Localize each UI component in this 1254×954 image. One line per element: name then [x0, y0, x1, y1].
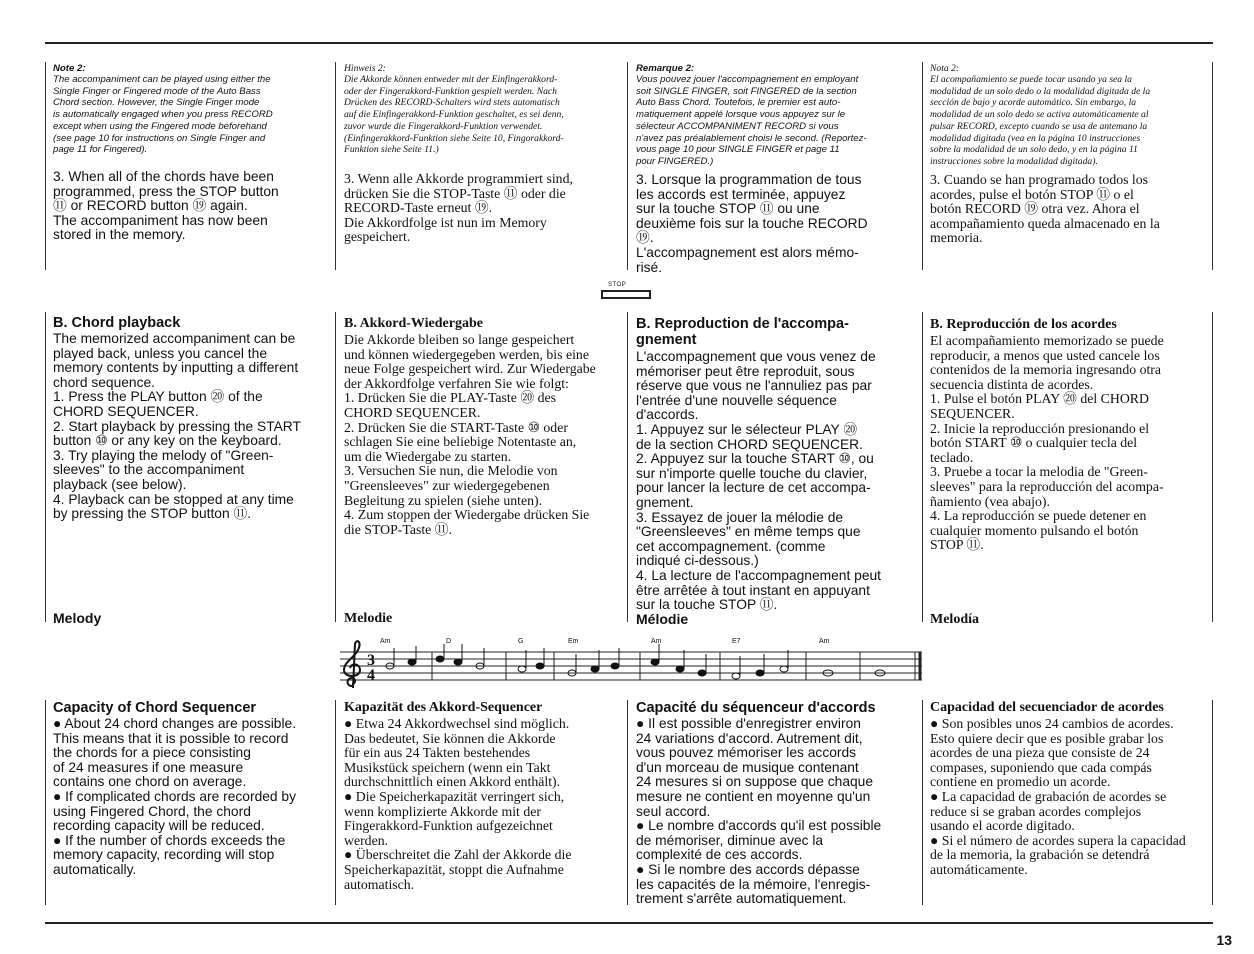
col-sep-1-mid [335, 312, 336, 622]
section-title: B. Reproducción de los acordes [930, 317, 1117, 332]
chord-label: Am [651, 638, 662, 645]
col-sep-left [45, 62, 46, 270]
chord-label: E7 [732, 638, 741, 645]
step-3: 3. Wenn alle Akkorde programmiert sind, drücken Sie die STOP-Taste ⑪ oder die RECORD-Taste erneut ⑲. Die Akkordfolge ist nun im Memory gespeichert. [344, 171, 573, 245]
top-rule [45, 42, 1213, 44]
col-sep-2-mid [627, 312, 628, 622]
section-body: L'accompagnement que vous venez de mémoriser peut être reproduit, sous réserve que vous ne l'annuliez pas par l'entrée d'une nouvelle séquence d'accords. 1. Appuyez sur le sélecteur PLAY ⑳ de la section CHORD SEQUENCER. 2. Appuyez sur la touche START ⑩, ou sur n'importe quelle touche du clavier, pour lancer la lecture de cet accompa- gnement. 3. Essayez de jouer la mélodie de "Greensleeves" en même temps que cet accompagnement. (comme indiqué ci-dessous.) 4. La lecture de l'accompagnement peut être arrêtée à tout instant en appuyant sur la touche STOP ⑪. [636, 349, 882, 613]
col-sep-2 [627, 62, 628, 270]
note-title: Hinweis 2: [344, 63, 386, 74]
col-sep-left-low [45, 700, 46, 905]
chord-label: G [518, 638, 524, 645]
col-sep-right-mid [1212, 312, 1213, 622]
chord-labels [380, 638, 830, 645]
note-title: Nota 2: [930, 63, 960, 74]
capacity-body: ● Son posibles unos 24 cambios de acordes. Esto quiere decir que es posible grabar los acordes de una pieza que consiste de 24 compases, suponiendo que cada compás contiene en promedio un acorde. ● La capacidad de grabación de acordes se reduce si se graban acordes complejos usando el acorde digitado. ● Si el número de acordes supera la capacidad de la memoria, la grabación se detendrá automáticamente. [930, 716, 1186, 877]
melody-label: Mélodie [636, 611, 689, 627]
capacity-body: ● Il est possible d'enregistrer environ 24 variations d'accord. Autrement dit, vous pouvez mémoriser les accords d'un morceau de musique contenant 24 mesures si on suppose que chaque mesure ne contient en moyenne qu'un seul accord. ● Le nombre d'accords qu'il est possible de mémoriser, diminue avec la complexité de ces accords. ● Si le nombre des accords dépasse les capacités de la mémoire, l'enregis- trement s'arrête automatiquement. [636, 716, 882, 907]
note-body: El acompañamiento se puede tocar usando ya sea la modalidad de un solo dedo o la modalidad digitada de la sección de bajo y acorde automático. Sin embargo, la modalidad de un solo dedo se activa automáticamente al pulsar RECORD, excepto cuando se usa de antemano la modalidad digitada (vea en la página 10 instrucciones sobre la modalidad de un solo dedo, y en la página 11 instrucciones sobre la modalidad digitada). [930, 74, 1151, 167]
time-signature-bottom: 4 [367, 667, 375, 684]
section-title: B. Akkord-Wiedergabe [344, 316, 483, 331]
bottom-rule [45, 922, 1213, 924]
section-body: Die Akkorde bleiben so lange gespeichert und können wiedergegeben werden, bis eine neue Folge gespeichert wird. Zur Wiedergabe der Akkordfolge verfahren Sie wie folgt: 1. Drücken Sie die PLAY-Taste ⑳ des CHORD SEQUENCER. 2. Drücken Sie die START-Taste ⑩ oder schlagen Sie eine beliebige Notentaste an, um die Wiedergabe zu starten. 3. Versuchen Sie nun, die Melodie von "Greensleeves" zur wiedergegebenen Begleitung zu spielen (siehe unten). 4. Zum stoppen der Wiedergabe drücken Sie die STOP-Taste ⑪. [344, 332, 596, 537]
capacity-title: Capacity of Chord Sequencer [53, 700, 257, 716]
col-sep-right [1212, 62, 1213, 270]
col-sep-1 [335, 62, 336, 270]
note-title: Remarque 2: [636, 63, 695, 74]
melody-label: Melodie [344, 611, 393, 626]
note-body: The accompaniment can be played using either the Single Finger or Fingered mode of the Auto Bass Chord section. However, the Single Finger mode is automatically engaged when you press RECORD except when using the Fingered mode beforehand (see page 10 for instructions on Single Finger and page 11 for Fingered). [53, 74, 273, 156]
treble-clef-icon [344, 641, 360, 688]
capacity-body: ● About 24 chord changes are possible. This means that it is possible to record the chords for a piece consisting of 24 measures if one measure contains one chord on average. ● If complicated chords are recorded by using Fingered Chord, the chord recording capacity will be reduced. ● If the number of chords exceeds the memory capacity, recording will stop automatically. [53, 716, 297, 877]
col-sep-left-mid [45, 312, 46, 622]
chord-label: Am [380, 638, 391, 645]
chord-label: D [446, 638, 452, 645]
capacity-title: Capacidad del secuenciador de acordes [930, 700, 1164, 715]
step-3: 3. When all of the chords have been programmed, press the STOP button ⑪ or RECORD button ⑲ again. The accompaniment has now been stored in the memory. [53, 169, 279, 243]
col-sep-right-low [1212, 700, 1213, 905]
col-sep-1-low [335, 700, 336, 905]
col-sep-3-mid [922, 312, 923, 622]
stop-indicator-label: STOP [608, 282, 627, 288]
page-number: 13 [1216, 932, 1232, 948]
melody-label: Melody [53, 610, 102, 626]
notes [386, 644, 885, 679]
section-body: El acompañamiento memorizado se puede reproducir, a menos que usted cancele los contenidos de la memoria ingresando otra secuencia distinta de acordes. 1. Pulse el botón PLAY ⑳ del CHORD SEQUENCER. 2. Inicie la reproducción presionando el botón START ⑩ o cualquier tecla del teclado. 3. Pruebe a tocar la melodia de "Green- sleeves" para la reproducción del acompa- ñamiento (vea abajo). 4. La reproducción se puede detener en cualquier momento pulsando el botón STOP ⑪. [930, 333, 1164, 553]
melody-label: Melodía [930, 612, 979, 627]
capacity-title: Kapazität des Akkord-Sequencer [344, 700, 543, 715]
capacity-title: Capacité du séquenceur d'accords [636, 700, 876, 716]
note-body: Die Akkorde können entweder mit der Einfingerakkord- oder der Fingerakkord-Funktion gespielt werden. Nach Drücken des RECORD-Schalters wird stets automatisch auf die Einfingerakkord-Funktion geschaltet, es sei denn, zuvor wurde die Fingerakkord-Funktion verwendet. (Einfingerakkord-Funktion siehe Seite 10, Fingorakkord- Funktion siehe Seite 11.) [344, 74, 564, 156]
col-sep-3-low [922, 700, 923, 905]
section-body: The memorized accompaniment can be played back, unless you cancel the memory contents by inputting a different chord sequence. 1. Press the PLAY button ⑳ of the CHORD SEQUENCER. 2. Start playback by pressing the START button ⑩ or any key on the keyboard. 3. Try playing the melody of "Green- sleeves" to the accompaniment playback (see below). 4. Playback can be stopped at any time by pressing the STOP button ⑪. [53, 331, 301, 522]
note-title: Note 2: [53, 63, 86, 74]
time-signature-top: 3 [367, 652, 375, 669]
chord-label: Am [819, 638, 830, 645]
chord-label: Em [568, 638, 579, 645]
section-title: B. Chord playback [53, 315, 181, 331]
melody-score [340, 636, 930, 692]
step-3: 3. Cuando se han programado todos los acordes, pulse el botón STOP ⑪ o el botón RECORD ⑲ otra vez. Ahora el acompañamiento queda almacenado en la memoria. [930, 172, 1160, 246]
stop-button-icon [601, 290, 651, 299]
capacity-body: ● Etwa 24 Akkordwechsel sind möglich. Das bedeutet, Sie können die Akkorde für ein aus 24 Takten bestehendes Musikstück speichern (wenn ein Takt durchschnittlich einen Akkord enthält). ● Die Speicherkapazität verringert sich, wenn komplizierte Akkorde mit der Fingerakkord-Funktion aufgezeichnet werden. ● Überschreitet die Zahl der Akkorde die Speicherkapazität, stoppt die Aufnahme automatisch. [344, 716, 572, 892]
section-title: B. Reproduction de l'accompa- gnement [636, 316, 849, 348]
step-3: 3. Lorsque la programmation de tous les accords est terminée, appuyez sur la touche STOP ⑪ ou une deuxième fois sur la touche RECORD ⑲. L'accompagnement est alors mémo- risé. [636, 172, 868, 275]
note-body: Vous pouvez jouer l'accompagnement en employant soit SINGLE FINGER, soit FINGERED de la section Auto Bass Chord. Toutefois, le premier est auto- matiquement appelé lorsque vous appuyez sur le sélecteur ACCOMPANIMENT RECORD si vous n'avez pas préalablement choisi le second. (Reportez- vous page 10 pour SINGLE FINGER et page 11 pour FINGERED.) [636, 74, 867, 167]
staff-lines [340, 652, 922, 680]
col-sep-2-low [627, 700, 628, 905]
col-sep-3 [922, 62, 923, 270]
